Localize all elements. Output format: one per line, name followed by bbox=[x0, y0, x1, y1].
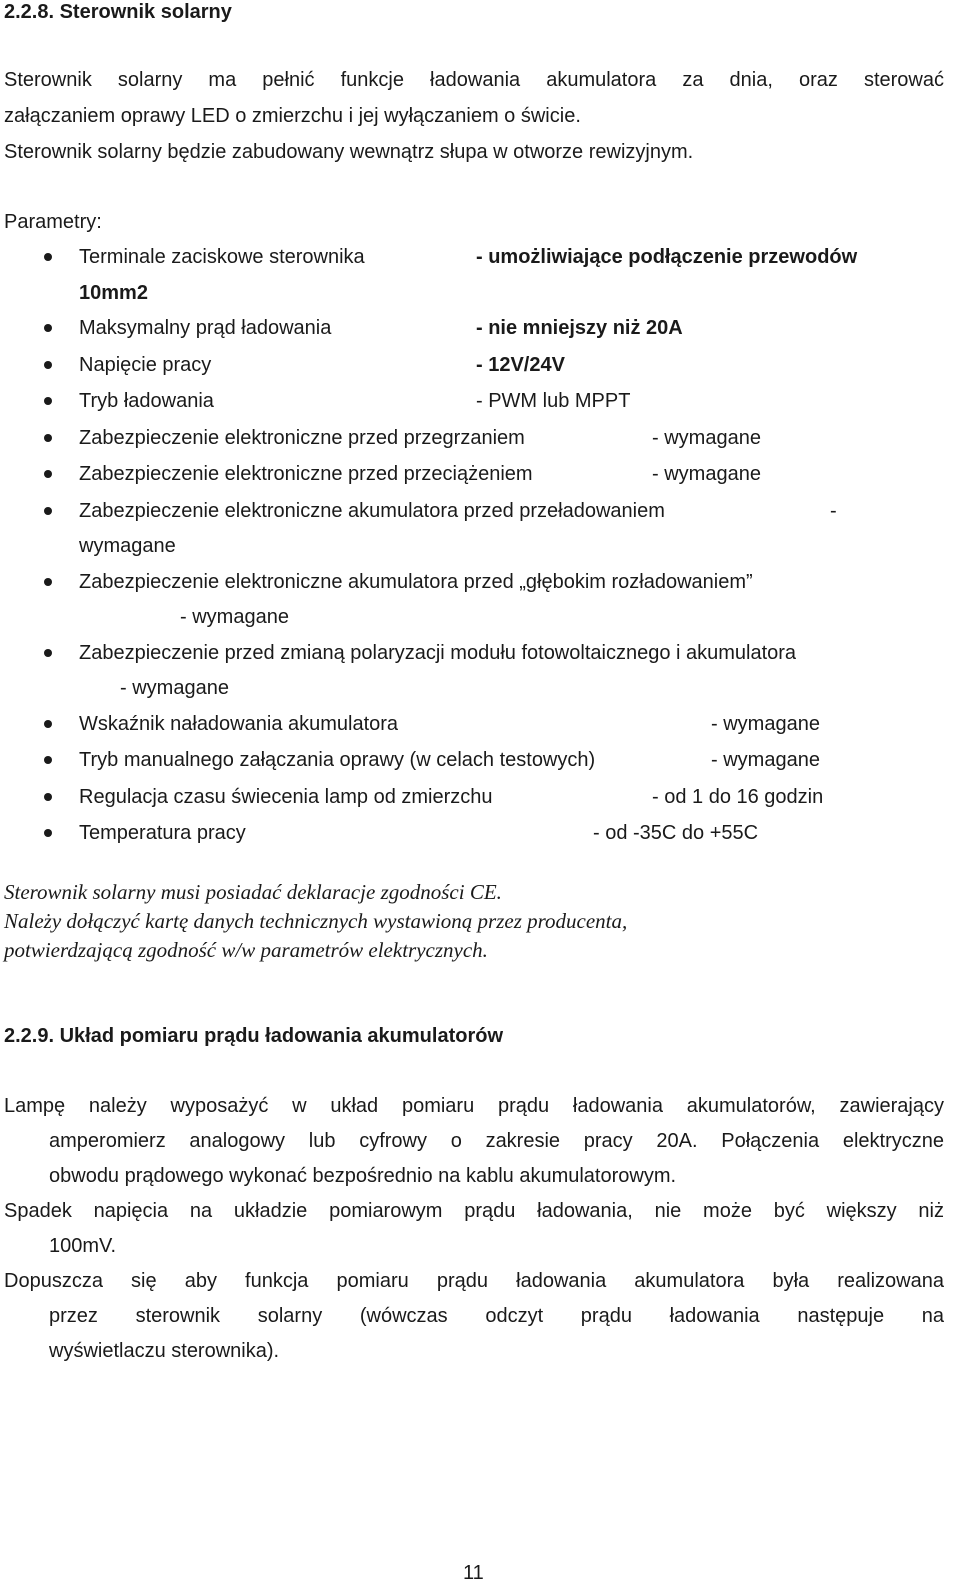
param-name: Zabezpieczenie przed zmianą polaryzacji modułu fotowoltaicznego i akumulatora bbox=[79, 642, 797, 664]
param-value: - umożliwiające podłączenie przewodów bbox=[476, 246, 858, 268]
bullet-icon bbox=[44, 470, 52, 478]
paragraph-3-line-2: przez sterownik solarny (wówczas odczyt prądu ładowania następuje na bbox=[49, 1305, 944, 1327]
bullet-icon bbox=[44, 507, 52, 515]
param-value: - PWM lub MPPT bbox=[476, 390, 631, 412]
param-name: Napięcie pracy bbox=[79, 354, 212, 376]
section-heading-2-2-9: 2.2.9. Układ pomiaru prądu ładowania akumulatorów bbox=[4, 1025, 504, 1047]
param-name: Terminale zaciskowe sterownika bbox=[79, 246, 365, 268]
param-value: - 12V/24V bbox=[476, 354, 565, 376]
param-value: - wymagane bbox=[711, 749, 820, 771]
param-value: - od 1 do 16 godzin bbox=[652, 786, 824, 808]
bullet-icon bbox=[44, 361, 52, 369]
param-continuation: 10mm2 bbox=[79, 282, 148, 304]
param-name: Tryb manualnego załączania oprawy (w celach testowych) bbox=[79, 749, 596, 771]
param-continuation: - wymagane bbox=[180, 606, 289, 628]
param-name: Zabezpieczenie elektroniczne przed przegrzaniem bbox=[79, 427, 525, 449]
param-value: - wymagane bbox=[652, 463, 761, 485]
note-line-3: potwierdzającą zgodność w/w parametrów elektrycznych. bbox=[4, 938, 488, 962]
param-name: Wskaźnik naładowania akumulatora bbox=[79, 713, 399, 735]
param-value: - wymagane bbox=[711, 713, 820, 735]
paragraph-3-line-1: Dopuszcza się aby funkcja pomiaru prądu ładowania akumulatora była realizowana bbox=[4, 1270, 944, 1292]
paragraph-2-line-1: Spadek napięcia na układzie pomiarowym prądu ładowania, nie może być większy niż bbox=[4, 1200, 944, 1222]
paragraph-1-line-3: obwodu prądowego wykonać bezpośrednio na kablu akumulatorowym. bbox=[49, 1165, 677, 1187]
bullet-icon bbox=[44, 829, 52, 837]
param-value: - nie mniejszy niż 20A bbox=[476, 317, 683, 339]
note-line-1: Sterownik solarny musi posiadać deklaracje zgodności CE. bbox=[4, 880, 502, 904]
intro-line-2: załączaniem oprawy LED o zmierzchu i jej wyłączaniem o świcie. bbox=[4, 105, 581, 127]
intro-line-1: Sterownik solarny ma pełnić funkcje ładowania akumulatora za dnia, oraz sterować bbox=[4, 69, 944, 91]
params-label: Parametry: bbox=[4, 211, 102, 233]
param-value: - bbox=[830, 500, 837, 522]
bullet-icon bbox=[44, 793, 52, 801]
intro-line-3: Sterownik solarny będzie zabudowany wewnątrz słupa w otworze rewizyjnym. bbox=[4, 141, 694, 163]
param-continuation: - wymagane bbox=[120, 677, 229, 699]
bullet-icon bbox=[44, 434, 52, 442]
bullet-icon bbox=[44, 578, 52, 586]
bullet-icon bbox=[44, 756, 52, 764]
param-value: - od -35C do +55C bbox=[593, 822, 759, 844]
param-name: Zabezpieczenie elektroniczne akumulatora przed „głębokim rozładowaniem” bbox=[79, 571, 753, 593]
param-name: Temperatura pracy bbox=[79, 822, 246, 844]
note-line-2: Należy dołączyć kartę danych technicznych wystawioną przez producenta, bbox=[4, 909, 628, 933]
param-continuation: wymagane bbox=[79, 535, 176, 557]
bullet-icon bbox=[44, 253, 52, 261]
param-name: Tryb ładowania bbox=[79, 390, 214, 412]
param-name: Maksymalny prąd ładowania bbox=[79, 317, 332, 339]
bullet-icon bbox=[44, 720, 52, 728]
param-name: Regulacja czasu świecenia lamp od zmierzchu bbox=[79, 786, 493, 808]
page-number: 11 bbox=[463, 1562, 484, 1584]
param-value: - wymagane bbox=[652, 427, 761, 449]
bullet-icon bbox=[44, 649, 52, 657]
paragraph-2-line-2: 100mV. bbox=[49, 1235, 117, 1257]
paragraph-1-line-2: amperomierz analogowy lub cyfrowy o zakresie pracy 20A. Połączenia elektryczne bbox=[49, 1130, 944, 1152]
section-heading-2-2-8: 2.2.8. Sterownik solarny bbox=[4, 1, 232, 23]
param-name: Zabezpieczenie elektroniczne przed przeciążeniem bbox=[79, 463, 533, 485]
bullet-icon bbox=[44, 324, 52, 332]
paragraph-1-line-1: Lampę należy wyposażyć w układ pomiaru prądu ładowania akumulatorów, zawierający bbox=[4, 1095, 944, 1117]
bullet-icon bbox=[44, 397, 52, 405]
param-name: Zabezpieczenie elektroniczne akumulatora przed przeładowaniem bbox=[79, 500, 665, 522]
paragraph-3-line-3: wyświetlaczu sterownika). bbox=[49, 1340, 280, 1362]
